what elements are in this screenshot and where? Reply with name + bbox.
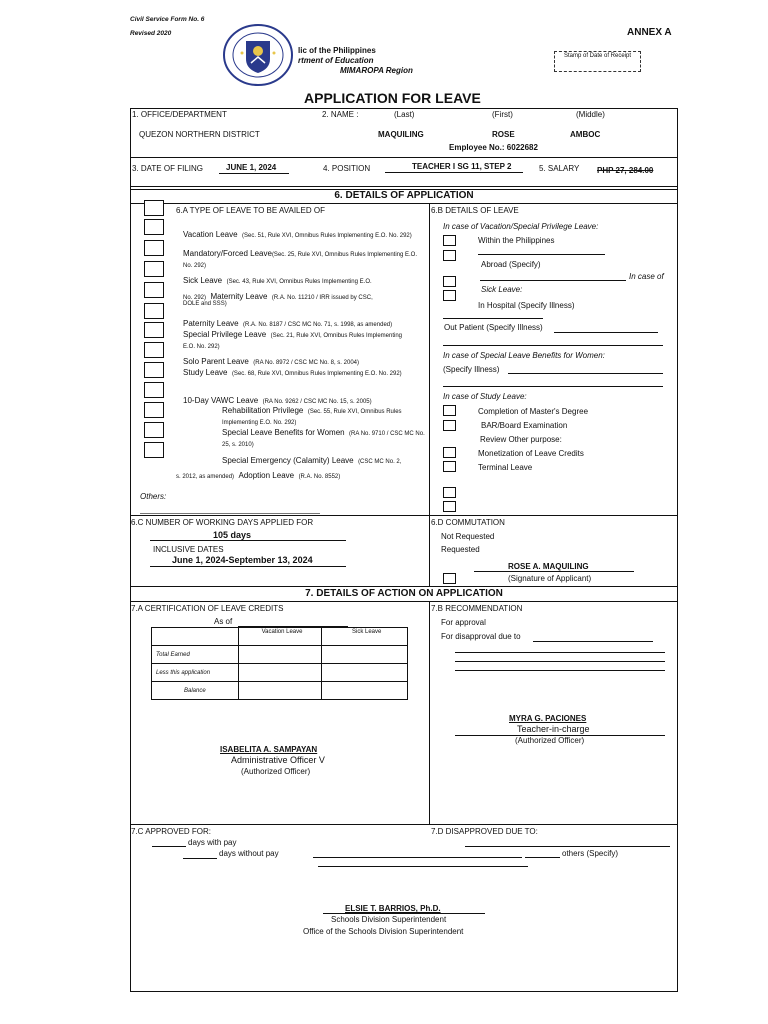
employee-number: Employee No.: 6022682: [449, 143, 538, 152]
leave-type-calamity: Special Emergency (Calamity) Leave (CSC MC No. 2,: [222, 456, 402, 465]
checkbox-commutation-extra[interactable]: [443, 573, 456, 584]
credits-cell[interactable]: [322, 646, 408, 664]
bar-board-label: BAR/Board Examination: [481, 421, 568, 430]
leave-type-solo-parent: Solo Parent Leave (RA No. 8972 / CSC MC No. 8, s. 2004): [183, 357, 359, 366]
leave-type-special-privilege: Special Privilege Leave (Sec. 21, Rule XVI, Omnibus Rules Implementing E.O. No. 292): [183, 330, 403, 350]
teacher-in-charge-name: MYRA G. PACIONES: [509, 714, 587, 723]
certification-heading: 7.A CERTIFICATION OF LEAVE CREDITS: [131, 604, 284, 613]
date-filing-value: JUNE 1, 2024: [226, 163, 277, 172]
commutation-heading: 6.D COMMUTATION: [431, 518, 505, 527]
admin-officer-title: Administrative Officer V: [231, 755, 325, 765]
stamp-box: Stamp of Date of Receipt: [554, 51, 641, 72]
leave-type-paternity: Paternity Leave (R.A. No. 8187 / CSC MC No. 71, s. 1998, as amended): [183, 319, 393, 328]
salary-label: 5. SALARY: [539, 164, 580, 173]
office-label: 1. OFFICE/DEPARTMENT: [132, 110, 227, 119]
sds-title: Schools Division Superintendent: [331, 915, 447, 924]
section7-heading: 7. DETAILS OF ACTION ON APPLICATION: [305, 588, 503, 599]
credits-cell[interactable]: [238, 646, 322, 664]
credits-row-balance: Balance: [152, 682, 239, 700]
within-ph-label: Within the Philippines: [478, 236, 555, 245]
credits-cell[interactable]: [238, 664, 322, 682]
annex-label: ANNEX A: [627, 27, 672, 38]
review-purpose-label: [480, 435, 562, 444]
inclusive-dates-label: INCLUSIVE DATES: [153, 545, 224, 554]
last-name-value: MAQUILING: [378, 130, 424, 139]
approved-for-heading: 7.C APPROVED FOR:: [131, 827, 212, 836]
first-name-value: ROSE: [492, 130, 515, 139]
checkbox-sick-leave[interactable]: [144, 261, 164, 277]
teacher-in-charge-title: Teacher-in-charge: [517, 724, 590, 734]
monetization-label: Monetization of Leave Credits: [478, 449, 584, 458]
salary-value: PHP 27, 284.00: [597, 166, 654, 175]
leave-type-adoption: s. 2012, as amended) Adoption Leave (R.A. No. 8552): [176, 471, 341, 480]
leave-details-heading: 6.B DETAILS OF LEAVE: [431, 206, 519, 215]
checkbox-abroad[interactable]: [443, 250, 456, 261]
applicant-signature-label: (Signature of Applicant): [508, 574, 592, 583]
study-case-label: In case of Study Leave:: [443, 392, 527, 401]
checkbox-calamity-leave[interactable]: [144, 442, 164, 458]
checkbox-within-ph[interactable]: [443, 235, 456, 246]
disapproved-heading: 7.D DISAPPROVED DUE TO:: [431, 827, 538, 836]
days-with-pay-label: days with pay: [188, 838, 237, 847]
credits-col-sick: Sick Leave: [322, 628, 408, 646]
revised-date: Revised 2020: [130, 30, 172, 37]
working-days-value: 105 days: [213, 530, 252, 540]
for-disapproval-label: For disapproval due to: [441, 632, 521, 641]
terminal-label: Terminal Leave: [478, 463, 533, 472]
leave-type-heading: 6.A TYPE OF LEAVE TO BE AVAILED OF: [176, 206, 325, 215]
leave-type-mandatory: Mandatory/Forced Leave(Sec. 25, Rule XVI, Omnibus Rules Implementing E.O. No. 292): [183, 249, 417, 269]
credits-cell[interactable]: [238, 682, 322, 700]
checkbox-leave-header[interactable]: [144, 200, 164, 216]
inclusive-dates-value: June 1, 2024-September 13, 2024: [172, 555, 313, 565]
republic-text: lic of the Philippines: [298, 46, 376, 55]
checkbox-rehabilitation-leave[interactable]: [144, 402, 164, 418]
leave-type-maternity-ref: DOLE and SSS): [183, 301, 227, 307]
credits-row-less: Less this application: [152, 664, 239, 682]
leave-type-vacation: Vacation Leave (Sec. 51, Rule XVI, Omnibus Rules Implementing E.O. No. 292): [183, 230, 412, 239]
recommendation-heading: 7.B RECOMMENDATION: [431, 604, 523, 613]
middle-name-label: (Middle): [576, 110, 605, 119]
middle-name-value: AMBOC: [570, 130, 601, 139]
leave-type-vawc: 10-Day VAWC Leave (RA No. 9262 / CSC MC No. 15, s. 2005): [183, 396, 372, 405]
admin-officer-name: ISABELITA A. SAMPAYAN: [220, 745, 318, 754]
first-name-label: (First): [492, 110, 513, 119]
region-text: MIMAROPA Region: [340, 66, 413, 75]
credits-row-total: Total Earned: [152, 646, 239, 664]
applicant-name: ROSE A. MAQUILING: [508, 562, 589, 571]
checkbox-paternity-leave[interactable]: [144, 303, 164, 319]
checkbox-requested[interactable]: [443, 501, 456, 512]
form-title: APPLICATION FOR LEAVE: [304, 90, 481, 106]
credits-corner: [152, 628, 239, 646]
leave-type-study: Study Leave (Sec. 68, Rule XVI, Omnibus Rules Implementing E.O. No. 292): [183, 368, 402, 377]
deped-seal-icon: [222, 23, 294, 87]
position-value: TEACHER I SG 11, STEP 2: [412, 162, 512, 171]
department-text: rtment of Education: [298, 56, 374, 65]
masters-label: Completion of Master's Degree: [478, 407, 589, 416]
review-purpose-text: Review Other purpose:: [480, 435, 562, 444]
checkbox-mandatory-leave[interactable]: [144, 240, 164, 256]
credits-cell[interactable]: [322, 664, 408, 682]
specify-illness-label: (Specify Illness): [443, 365, 500, 374]
sick-leave-label: Sick Leave:: [481, 285, 523, 294]
out-patient-label: Out Patient (Specify Illness): [444, 323, 543, 332]
checkbox-study-leave[interactable]: [144, 362, 164, 378]
teacher-authorized-label: (Authorized Officer): [515, 736, 585, 745]
checkbox-monetization[interactable]: [443, 447, 456, 458]
not-requested-label: Not Requested: [441, 532, 495, 541]
checkbox-terminal[interactable]: [443, 461, 456, 472]
sds-office: Office of the Schools Division Superintendent: [303, 927, 464, 936]
sds-name: ELSIE T. BARRIOS, Ph.D.: [345, 904, 441, 913]
checkbox-masters[interactable]: [443, 405, 456, 416]
for-approval-label: For approval: [441, 618, 486, 627]
checkbox-special-privilege-leave[interactable]: [144, 322, 164, 338]
section6-heading: 6. DETAILS OF APPLICATION: [334, 190, 474, 201]
office-value: QUEZON NORTHERN DISTRICT: [139, 130, 260, 139]
position-label: 4. POSITION: [323, 164, 371, 173]
checkbox-maternity-leave[interactable]: [144, 282, 164, 298]
women-case-label: In case of Special Leave Benefits for Women:: [443, 351, 605, 360]
leave-type-rehabilitation: Rehabilitation Privilege (Sec. 55, Rule XVI, Omnibus Rules Implementing E.O. No. 292): [222, 406, 402, 426]
form-number: Civil Service Form No. 6: [130, 16, 205, 23]
checkbox-sick-in-hospital[interactable]: [443, 276, 456, 287]
admin-authorized-label: (Authorized Officer): [241, 767, 311, 776]
abroad-label: Abroad (Specify): [481, 260, 541, 269]
leave-type-women: Special Leave Benefits for Women (RA No. 9710 / CSC MC No. 25, s. 2010): [222, 428, 425, 448]
working-days-heading: 6.C NUMBER OF WORKING DAYS APPLIED FOR: [131, 518, 314, 527]
checkbox-bar-board[interactable]: [443, 420, 456, 431]
leave-type-sick: Sick Leave (Sec. 43, Rule XVI, Omnibus Rules Implementing E.O.: [183, 276, 372, 285]
credits-cell[interactable]: [322, 682, 408, 700]
requested-label: Requested: [441, 545, 480, 554]
leave-type-maternity: No. 292) Maternity Leave (R.A. No. 11210 / IRR issued by CSC,: [183, 292, 373, 301]
days-without-pay-label: days without pay: [219, 849, 279, 858]
checkbox-women-leave[interactable]: [144, 422, 164, 438]
checkbox-solo-parent-leave[interactable]: [144, 342, 164, 358]
in-case-of-label: In case of: [629, 272, 664, 281]
checkbox-sick-out-patient[interactable]: [443, 290, 456, 301]
last-name-label: (Last): [394, 110, 415, 119]
in-hospital-label: In Hospital (Specify Illness): [478, 301, 575, 310]
checkbox-vawc-leave[interactable]: [144, 382, 164, 398]
credits-col-vacation: Vacation Leave: [238, 628, 322, 646]
others-label: Others:: [140, 492, 167, 501]
name-label: 2. NAME :: [322, 110, 359, 119]
checkbox-vacation-leave[interactable]: [144, 219, 164, 235]
date-filing-label: 3. DATE OF FILING: [132, 164, 203, 173]
leave-credits-table: [151, 627, 408, 700]
others-specify-label: others (Specify): [562, 849, 619, 858]
as-of-label: As of: [214, 617, 233, 626]
vacation-case-label: In case of Vacation/Special Privilege Leave:: [443, 222, 599, 231]
checkbox-not-requested[interactable]: [443, 487, 456, 498]
